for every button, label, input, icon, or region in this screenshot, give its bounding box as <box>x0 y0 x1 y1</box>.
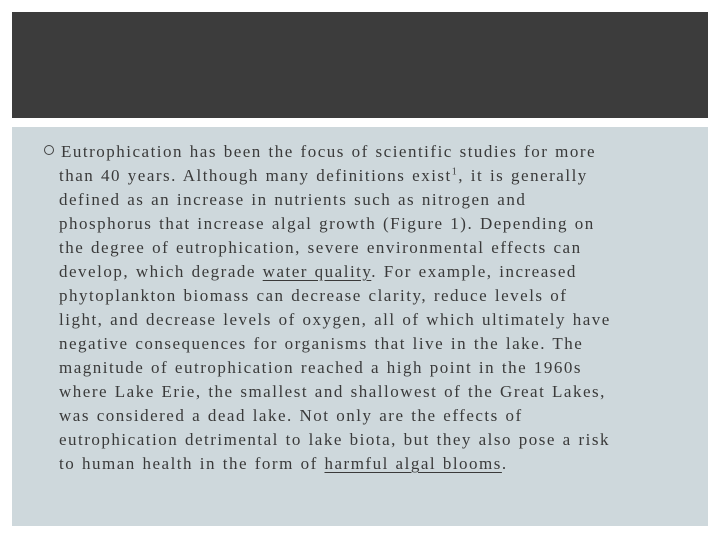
text-line-3: defined as an increase in nutrients such as nitrogen and <box>59 190 527 209</box>
text-line-7: phytoplankton biomass can decrease clarity, reduce levels of <box>59 286 568 305</box>
harmful-algal-blooms-link[interactable]: harmful algal blooms <box>324 454 502 473</box>
text-line-2-end: , it is generally <box>458 166 588 185</box>
water-quality-link[interactable]: water quality <box>262 262 372 281</box>
footnote-reference[interactable]: 1 <box>451 166 459 178</box>
text-line-6-end: . For example, increased <box>371 262 577 281</box>
text-line-9: negative consequences for organisms that live in the lake. The <box>59 334 584 353</box>
bullet-circle-icon <box>44 145 54 155</box>
text-line-8: light, and decrease levels of oxygen, all of which ultimately have <box>59 310 611 329</box>
text-line-1: Eutrophication has been the focus of scientific studies for more <box>61 142 597 161</box>
text-line-14-end: . <box>501 454 508 473</box>
title-band <box>12 12 708 118</box>
text-line-12: was considered a dead lake. Not only are the effects of <box>59 406 523 425</box>
text-line-6: develop, which degrade <box>59 262 263 281</box>
body-paragraph <box>59 140 689 476</box>
text-line-5: the degree of eutrophication, severe environmental effects can <box>59 238 582 257</box>
text-line-10: magnitude of eutrophication reached a high point in the 1960s <box>59 358 583 377</box>
text-line-11: where Lake Erie, the smallest and shallowest of the Great Lakes, <box>59 382 606 401</box>
text-line-13: eutrophication detrimental to lake biota, but they also pose a risk <box>59 430 610 449</box>
text-line-4: phosphorus that increase algal growth (Figure 1). Depending on <box>59 214 595 233</box>
text-line-14: to human health in the form of <box>59 454 325 473</box>
text-line-2: than 40 years. Although many definitions exist <box>59 166 452 185</box>
